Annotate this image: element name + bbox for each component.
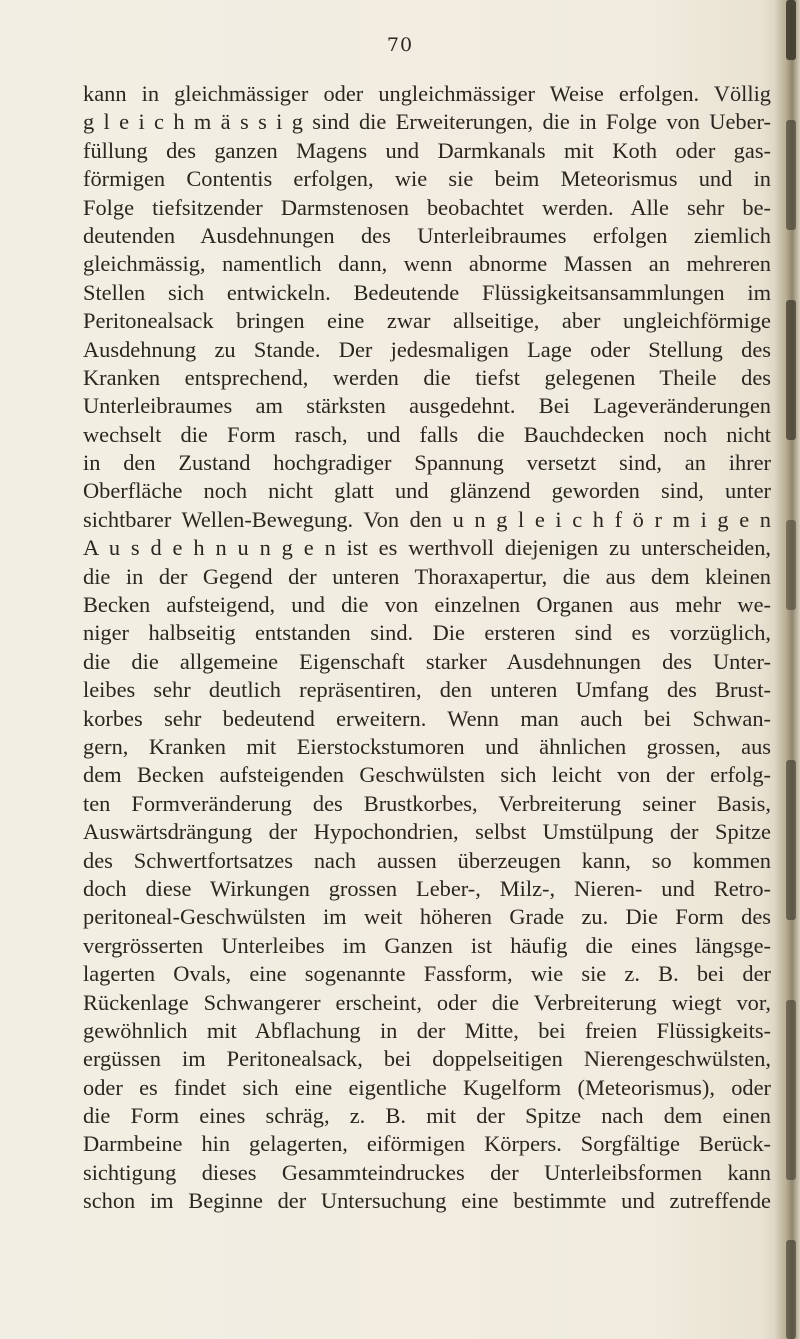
- text-line: Auswärtsdrängung der Hypochondrien, selbst Umstülpung der Spitze: [83, 819, 771, 845]
- text-line: Darmbeine hin gelagerten, eiförmigen Körpers. Sorgfältige Berück-: [83, 1131, 771, 1157]
- text-line: die in der Gegend der unteren Thoraxapertur, die aus dem kleinen: [83, 563, 771, 589]
- page-edge-shadow: [774, 0, 800, 1339]
- text-line: g l e i c h m ä s s i g sind die Erweiterungen, die in Folge von Ueber-: [83, 109, 771, 135]
- text-line: Ausdehnung zu Stande. Der jedesmaligen Lage oder Stellung des: [83, 336, 771, 362]
- text-line: sichtbarer Wellen-Bewegung. Von den u n g l e i c h f ö r m i g e n: [83, 506, 771, 532]
- edge-mark: [786, 1240, 796, 1339]
- text-line: gleichmässig, namentlich dann, wenn abnorme Massen an mehreren: [83, 251, 771, 277]
- text-line: Stellen sich entwickeln. Bedeutende Flüssigkeitsansammlungen im: [83, 279, 771, 305]
- text-line: schon im Beginne der Untersuchung eine bestimmte und zutreffende: [83, 1188, 771, 1214]
- page-number: 70: [386, 34, 414, 56]
- text-line: Peritonealsack bringen eine zwar allseitige, aber ungleichförmige: [83, 308, 771, 334]
- text-line: dem Becken aufsteigenden Geschwülsten sich leicht von der erfolg-: [83, 762, 771, 788]
- text-line: sichtigung dieses Gesammteindruckes der Unterleibsformen kann: [83, 1159, 771, 1185]
- text-line: förmigen Contentis erfolgen, wie sie beim Meteorismus und in: [83, 166, 771, 192]
- text-line: Oberfläche noch nicht glatt und glänzend geworden sind, unter: [83, 478, 771, 504]
- text-line: peritoneal-Geschwülsten im weit höheren Grade zu. Die Form des: [83, 904, 771, 930]
- text-line: niger halbseitig entstanden sind. Die ersteren sind es vorzüglich,: [83, 620, 771, 646]
- edge-mark: [786, 760, 796, 920]
- text-line: ten Formveränderung des Brustkorbes, Verbreiterung seiner Basis,: [83, 790, 771, 816]
- text-line: Folge tiefsitzender Darmstenosen beobachtet werden. Alle sehr be-: [83, 194, 771, 220]
- text-line: lagerten Ovals, eine sogenannte Fassform, wie sie z. B. bei der: [83, 961, 771, 987]
- text-line: wechselt die Form rasch, und falls die Bauchdecken noch nicht: [83, 421, 771, 447]
- text-line: Rückenlage Schwangerer erscheint, oder die Verbreiterung wiegt vor,: [83, 989, 771, 1015]
- text-line: Kranken entsprechend, werden die tiefst gelegenen Theile des: [83, 364, 771, 390]
- text-line: Unterleibraumes am stärksten ausgedehnt. Bei Lageveränderungen: [83, 393, 771, 419]
- text-line: deutenden Ausdehnungen des Unterleibraumes erfolgen ziemlich: [83, 222, 771, 248]
- text-line: gewöhnlich mit Abflachung in der Mitte, bei freien Flüssigkeits-: [83, 1017, 771, 1043]
- edge-mark: [786, 300, 796, 440]
- text-line: leibes sehr deutlich repräsentiren, den unteren Umfang des Brust-: [83, 677, 771, 703]
- text-line: ergüssen im Peritonealsack, bei doppelseitigen Nierengeschwülsten,: [83, 1046, 771, 1072]
- body-text: [83, 80, 771, 1216]
- text-line: oder es findet sich eine eigentliche Kugelform (Meteorismus), oder: [83, 1074, 771, 1100]
- text-line: die Form eines schräg, z. B. mit der Spitze nach dem einen: [83, 1103, 771, 1129]
- text-line: vergrösserten Unterleibes im Ganzen ist häufig die eines längsge-: [83, 932, 771, 958]
- edge-mark: [786, 520, 796, 610]
- text-line: füllung des ganzen Magens und Darmkanals mit Koth oder gas-: [83, 137, 771, 163]
- edge-mark: [786, 1000, 796, 1180]
- edge-mark: [786, 120, 796, 230]
- text-line: in den Zustand hochgradiger Spannung versetzt sind, an ihrer: [83, 450, 771, 476]
- text-line: Becken aufsteigend, und die von einzelnen Organen aus mehr we-: [83, 592, 771, 618]
- text-line: korbes sehr bedeutend erweitern. Wenn man auch bei Schwan-: [83, 705, 771, 731]
- text-line: des Schwertfortsatzes nach aussen überzeugen kann, so kommen: [83, 847, 771, 873]
- text-line: die die allgemeine Eigenschaft starker Ausdehnungen des Unter-: [83, 648, 771, 674]
- text-line: gern, Kranken mit Eierstockstumoren und ähnlichen grossen, aus: [83, 733, 771, 759]
- text-line: doch diese Wirkungen grossen Leber-, Milz-, Nieren- und Retro-: [83, 875, 771, 901]
- text-line: A u s d e h n u n g e n ist es werthvoll diejenigen zu unterscheiden,: [83, 535, 771, 561]
- text-line: kann in gleichmässiger oder ungleichmässiger Weise erfolgen. Völlig: [83, 81, 771, 106]
